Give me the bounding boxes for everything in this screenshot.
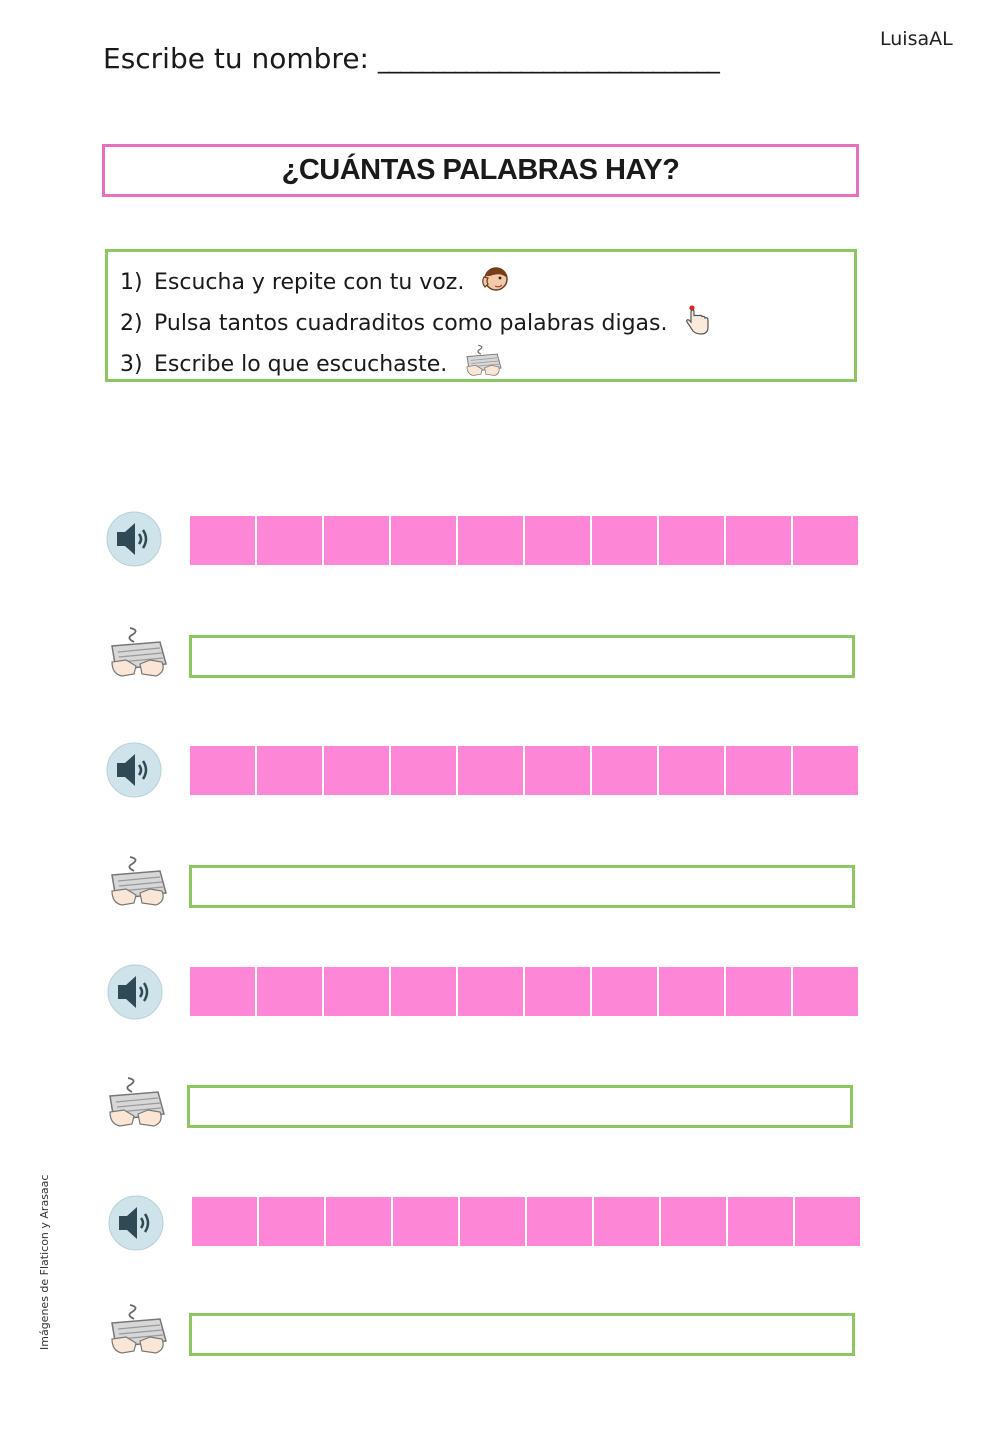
title-box [102, 144, 859, 197]
word-square[interactable] [257, 967, 322, 1016]
instruction-text: Escribe lo que escuchaste. [154, 351, 448, 377]
instruction-item [120, 344, 505, 384]
name-prompt-label: Escribe tu nombre: [103, 42, 369, 75]
answer-field[interactable] [187, 1085, 853, 1128]
keyboard-icon [108, 1303, 170, 1357]
word-square[interactable] [259, 1197, 324, 1246]
word-square[interactable] [592, 746, 657, 795]
answer-field[interactable] [189, 1313, 855, 1356]
word-square[interactable] [190, 746, 255, 795]
author-label: LuisaAL [880, 28, 953, 50]
word-square[interactable] [458, 516, 523, 565]
word-square[interactable] [661, 1197, 726, 1246]
word-square[interactable] [728, 1197, 793, 1246]
name-prompt [103, 42, 719, 75]
speaker-icon[interactable] [106, 742, 162, 798]
word-square[interactable] [458, 746, 523, 795]
speaker-icon[interactable] [107, 964, 163, 1020]
word-square[interactable] [793, 746, 858, 795]
word-squares-row [190, 516, 858, 565]
speaker-icon[interactable] [108, 1195, 164, 1251]
word-square[interactable] [257, 516, 322, 565]
word-square[interactable] [458, 967, 523, 1016]
name-blank-line: _______________________________ [377, 46, 719, 74]
word-square[interactable] [460, 1197, 525, 1246]
image-credit: Imágenes de Flaticon y Arasaac [38, 1174, 51, 1350]
keyboard-icon [106, 1076, 168, 1130]
word-squares-row [192, 1197, 860, 1246]
word-square[interactable] [324, 967, 389, 1016]
word-square[interactable] [592, 967, 657, 1016]
word-square[interactable] [190, 967, 255, 1016]
word-square[interactable] [257, 746, 322, 795]
word-square[interactable] [726, 516, 791, 565]
speaker-icon[interactable] [106, 511, 162, 567]
word-square[interactable] [795, 1197, 860, 1246]
word-square[interactable] [393, 1197, 458, 1246]
word-squares-row [190, 746, 858, 795]
keyboard-icon [108, 855, 170, 909]
instruction-text: Escucha y repite con tu voz. [154, 269, 465, 295]
word-square[interactable] [726, 967, 791, 1016]
word-square[interactable] [793, 967, 858, 1016]
word-square[interactable] [391, 967, 456, 1016]
keyboard-icon [108, 626, 170, 680]
answer-field[interactable] [189, 635, 855, 678]
word-square[interactable] [525, 746, 590, 795]
word-square[interactable] [391, 746, 456, 795]
word-square[interactable] [324, 746, 389, 795]
pointing-hand-icon [684, 304, 712, 342]
word-square[interactable] [726, 746, 791, 795]
instruction-number: 3) [120, 351, 143, 377]
instruction-number: 1) [120, 269, 143, 295]
instructions-box [105, 249, 857, 382]
instruction-number: 2) [120, 310, 143, 336]
word-square[interactable] [659, 516, 724, 565]
word-squares-row [190, 967, 858, 1016]
instruction-item [120, 264, 510, 300]
word-square[interactable] [190, 516, 255, 565]
word-square[interactable] [594, 1197, 659, 1246]
word-square[interactable] [592, 516, 657, 565]
answer-field[interactable] [189, 865, 855, 908]
word-square[interactable] [525, 967, 590, 1016]
instruction-item [120, 304, 712, 342]
keyboard-hands-icon [463, 344, 505, 384]
word-square[interactable] [192, 1197, 257, 1246]
word-square[interactable] [324, 516, 389, 565]
word-square[interactable] [527, 1197, 592, 1246]
word-square[interactable] [659, 967, 724, 1016]
word-square[interactable] [391, 516, 456, 565]
word-square[interactable] [659, 746, 724, 795]
word-square[interactable] [525, 516, 590, 565]
word-square[interactable] [326, 1197, 391, 1246]
listen-face-icon [480, 264, 510, 300]
instruction-text: Pulsa tantos cuadraditos como palabras digas. [154, 310, 668, 336]
word-square[interactable] [793, 516, 858, 565]
page-title: ¿CUÁNTAS PALABRAS HAY? [281, 154, 680, 186]
